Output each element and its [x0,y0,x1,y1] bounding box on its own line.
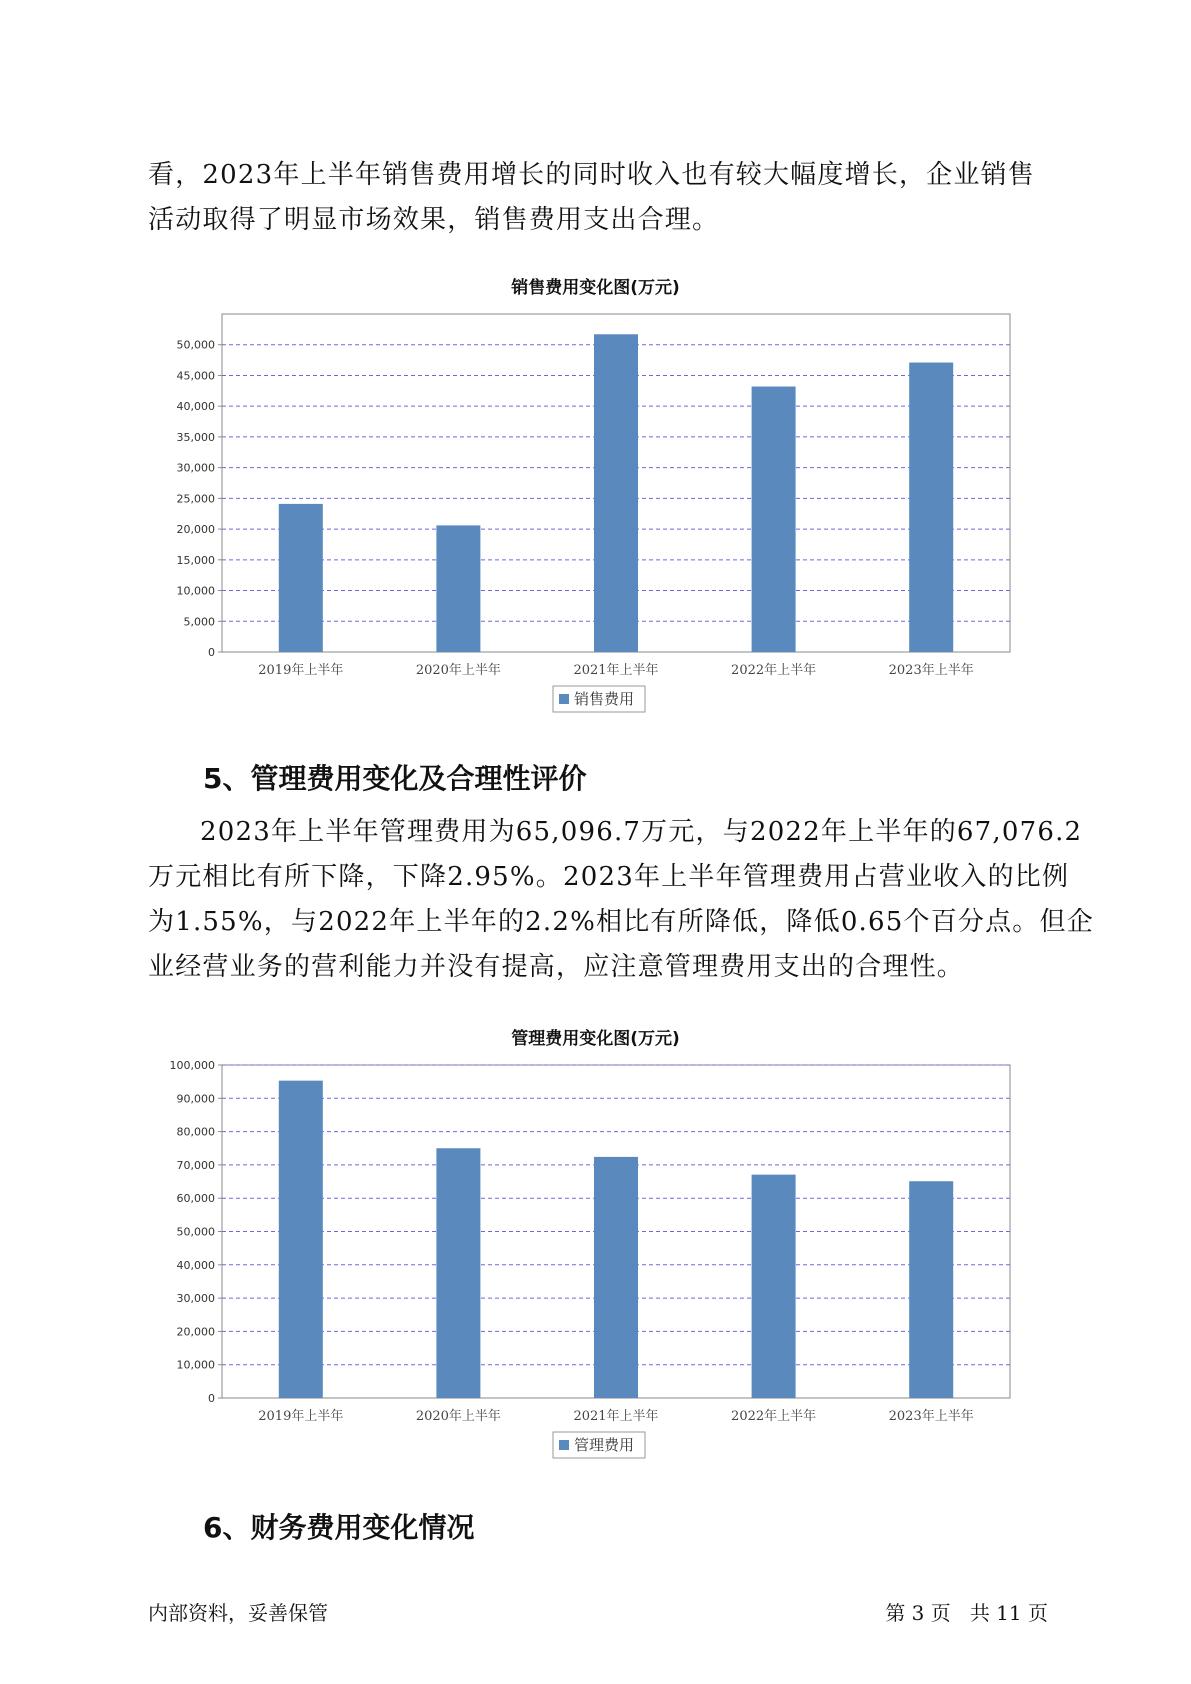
x-tick-label: 2021年上半年 [573,663,659,678]
section-6-heading: 6、财务费用变化情况 [203,1511,475,1544]
y-tick-label: 100,000 [169,1059,215,1072]
legend-label: 销售费用 [574,690,635,708]
y-tick-label: 30,000 [176,461,215,475]
x-tick-label: 2020年上半年 [415,1409,501,1424]
x-tick-label: 2022年上半年 [731,1409,817,1424]
text-line: 业经营业务的营利能力并没有提高，应注意管理费用支出的合理性。 [148,952,965,982]
bar [909,1181,953,1398]
bar [594,334,638,652]
admin-expense-chart [0,1050,1191,1470]
y-tick-label: 40,000 [176,1258,215,1272]
y-tick-label: 90,000 [176,1092,215,1106]
y-tick-label: 15,000 [176,553,215,567]
x-tick-label: 2020年上半年 [415,663,501,678]
bar [909,363,953,652]
bar [436,1148,480,1398]
chart-title-sales: 销售费用变化图(万元) [511,278,680,298]
intro-paragraph [148,153,1048,243]
y-tick-label: 70,000 [176,1158,215,1172]
y-tick-label: 80,000 [176,1125,215,1139]
y-tick-label: 50,000 [176,338,215,352]
chart-title-admin: 管理费用变化图(万元) [511,1029,680,1049]
y-tick-label: 20,000 [176,1325,215,1339]
legend-label: 管理费用 [574,1436,635,1454]
y-tick-label: 10,000 [176,584,215,598]
y-tick-label: 10,000 [176,1358,215,1372]
bar [436,525,480,652]
text-line: 万元相比有所下降，下降2.95%。2023年上半年管理费用占营业收入的比例 [148,862,1070,892]
y-tick-label: 35,000 [176,430,215,444]
bar [752,387,796,652]
x-tick-label: 2023年上半年 [888,663,974,678]
text-line: 看，2023年上半年销售费用增长的同时收入也有较大幅度增长，企业销售 [148,160,1035,190]
y-tick-label: 25,000 [176,492,215,506]
y-tick-label: 0 [208,1392,215,1405]
legend-swatch [559,694,569,704]
section-5-paragraph [148,810,1094,990]
x-tick-label: 2022年上半年 [731,663,817,678]
y-tick-label: 50,000 [176,1225,215,1239]
y-tick-label: 30,000 [176,1292,215,1306]
sales-expense-chart [0,300,1191,720]
y-tick-label: 0 [208,646,215,659]
text-line: 活动取得了明显市场效果，销售费用支出合理。 [148,205,720,235]
x-tick-label: 2023年上半年 [888,1409,974,1424]
y-tick-label: 40,000 [176,400,215,414]
x-tick-label: 2019年上半年 [258,663,344,678]
text-line: 2023年上半年管理费用为65,096.7万元，与2022年上半年的67,076.2 [200,817,1083,847]
section-5-heading: 5、管理费用变化及合理性评价 [203,762,587,795]
bar [279,1081,323,1398]
footer-page-number: 第 3 页 共 11 页 [885,1601,1048,1625]
y-tick-label: 20,000 [176,523,215,537]
legend-swatch [559,1440,569,1450]
y-tick-label: 45,000 [176,369,215,383]
y-tick-label: 60,000 [176,1192,215,1206]
footer-left: 内部资料，妥善保管 [148,1601,328,1625]
bar [279,504,323,652]
y-tick-label: 5,000 [183,615,215,629]
x-tick-label: 2019年上半年 [258,1409,344,1424]
bar [594,1157,638,1398]
x-tick-label: 2021年上半年 [573,1409,659,1424]
text-line: 为1.55%，与2022年上半年的2.2%相比有所降低，降低0.65个百分点。但企 [148,907,1094,937]
bar [752,1175,796,1398]
